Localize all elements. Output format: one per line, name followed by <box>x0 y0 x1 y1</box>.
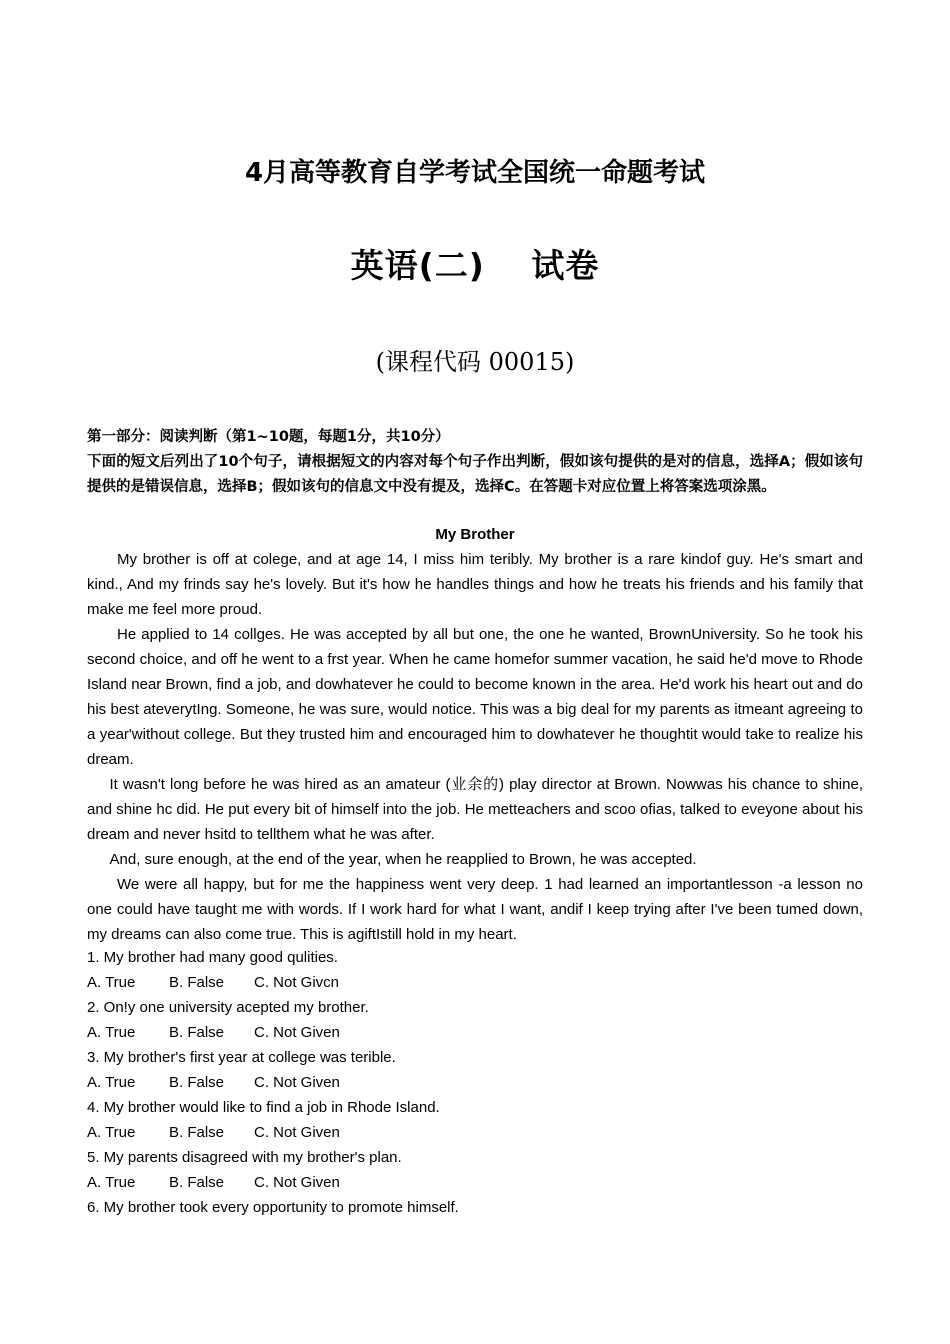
passage-paragraph: We were all happy, but for me the happiness went very deep. 1 had learned an importantlesson -a lesson no one could have taught me with words. If I work hard for what I want, andif I keep trying after I've been tumed down, my dreams can also come true. This is agiftIstill hold in my heart. <box>87 876 863 943</box>
question-text: 3. My brother's first year at college was terible. <box>87 1049 396 1066</box>
question-text: 4. My brother would like to find a job in Rhode Island. <box>87 1099 440 1116</box>
question-text: 1. My brother had many good qulities. <box>87 949 338 966</box>
option-b: B. False <box>169 1124 225 1141</box>
option-c: C. Not Givcn <box>254 974 340 991</box>
passage-paragraph: And, sure enough, at the end of the year, when he reapplied to Brown, he was accepted. <box>109 851 697 868</box>
answer-options <box>87 1170 863 1195</box>
question-list <box>87 945 863 1220</box>
option-b: B. False <box>169 1024 225 1041</box>
passage-paragraph: He applied to 14 collges. He was accepted by all but one, the one he wanted, BrownUniversity. So he took his second choice, and off he went to a frst year. When he came homefor summer vacation, he said he'd move to Rhode Island near Brown, find a job, and dowhatever he could to become known in the area. He'd work his heart out and do his best ateverytIng. Someone, he was sure, would notice. This was a big deal for my parents as itmeant agreeing to a year'without college. But they trusted him and encouraged him to dowhatever he thoughtit would take to realize his dream. <box>87 626 863 768</box>
option-c: C. Not Given <box>254 1174 340 1191</box>
question-text: 2. On!y one university acepted my brother. <box>87 999 369 1016</box>
option-c: C. Not Given <box>254 1124 340 1141</box>
option-a: A. True <box>87 1124 136 1141</box>
answer-options <box>87 970 863 995</box>
option-c: C. Not Given <box>254 1074 340 1091</box>
subject-title: 英语(二) 试卷 <box>350 246 600 285</box>
answer-options <box>87 1020 863 1045</box>
option-a: A. True <box>87 1024 136 1041</box>
option-b: B. False <box>169 1174 225 1191</box>
passage <box>87 547 863 947</box>
part-instructions: 下面的短文后列出了10个句子，请根据短文的内容对每个句子作出判断，假如该句提供的是对的信息，选择A；假如该句提供的是错误信息，选择B；假如该句的信息文中没有提及，选择C。在答题卡对应位置上将答案选项涂黑。 <box>87 454 863 495</box>
option-a: A. True <box>87 1174 136 1191</box>
answer-options <box>87 1120 863 1145</box>
option-b: B. False <box>169 1074 225 1091</box>
exam-title: 4月高等教育自学考试全国统一命题考试 <box>244 158 706 188</box>
option-a: A. True <box>87 974 136 991</box>
passage-title: My Brother <box>435 526 515 543</box>
option-c: C. Not Given <box>254 1024 340 1041</box>
question-text: 5. My parents disagreed with my brother's plan. <box>87 1149 402 1166</box>
answer-options <box>87 1070 863 1095</box>
option-b: B. False <box>169 974 225 991</box>
part-heading: 第一部分：阅读判断（第1~10题，每题1分，共10分） <box>87 429 450 445</box>
course-code: (课程代码 00015) <box>375 348 575 376</box>
option-a: A. True <box>87 1074 136 1091</box>
passage-paragraph: My brother is off at colege, and at age 14, I miss him teribly. My brother is a rare kindof guy. He's smart and kind., And my frinds say he's lovely. But it's how he handles things and how he treats his friends and his family that make me feel more proud. <box>87 551 863 618</box>
question-text: 6. My brother took every opportunity to promote himself. <box>87 1199 459 1216</box>
passage-paragraph: It wasn't long before he was hired as an amateur (业余的) play director at Brown. Nowwas his chance to shine, and shine hc did. He put every bit of himself into the job. He metteachers and scoo ofias, talked to eveyone about his dream and never hsitd to tellthem what he was after. <box>87 776 863 843</box>
